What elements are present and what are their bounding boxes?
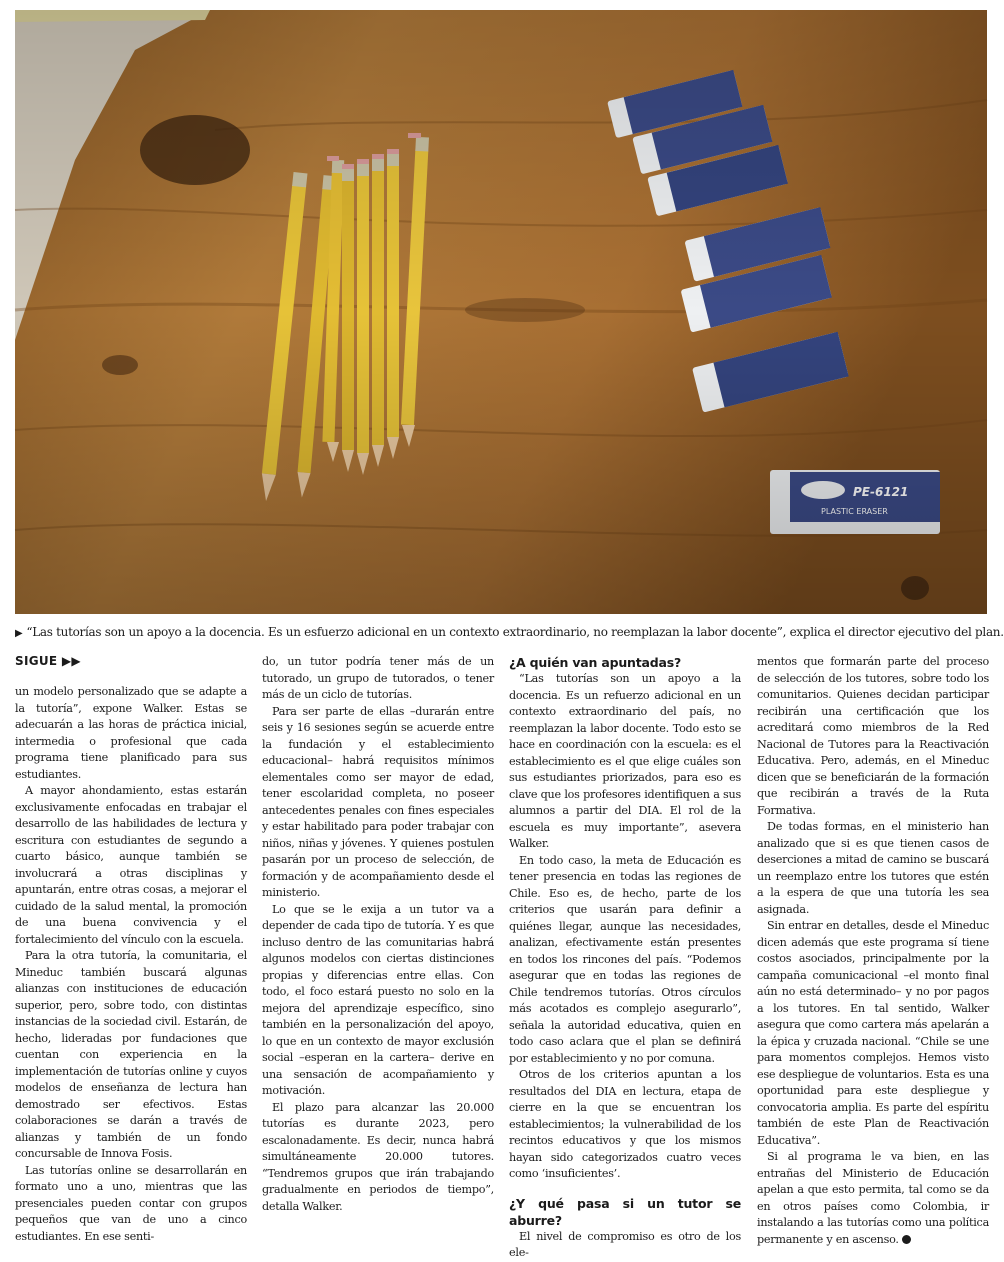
article-photo: [15, 10, 987, 614]
paragraph: Las tutorías online se desarrollarán en formato uno a uno, mientras que las presenciales pueden contar con grupos pequeños que van de uno a cinco estudiantes. En ese senti-: [15, 1163, 247, 1243]
paragraph: Lo que se le exija a un tutor va a depender de cada tipo de tutoría. Y es que incluso dentro de las comunitarias habrá algunos modelos con ciertas distinciones propias y diferencias entre ellas. Con todo, el foco estará puesto no solo en la mejora del aprendizaje específico, sino también en la personalización del apoyo, lo que en un contexto de mayor exclusión social –esperan en la cartera– derive en una sensación de acompañamiento y motivación.: [262, 902, 494, 1097]
paragraph: En todo caso, la meta de Educación es tener presencia en todas las regiones de Chile. Eso es, de hecho, parte de los criterios que usarán para definir a quiénes llegar, aunque las necesidades, analizan, efectivamente están presentes en todos los rincones del país. “Podemos asegurar que en todas las regiones de Chile tendremos tutorías. Otros círculos más acotados es complejo asegurarlo”, señala la autoridad educativa, quien en todo caso aclara que el plan se definirá por establecimiento y no por comuna.: [509, 853, 741, 1065]
end-of-article-icon: [902, 1235, 911, 1244]
article-column-4: [757, 654, 989, 1246]
paragraph: El nivel de compromiso es otro de los ele-: [509, 1229, 741, 1259]
paragraph: do, un tutor podría tener más de un tutorado, un grupo de tutorados, o tener más de un ciclo de tutorías.: [262, 655, 494, 701]
paragraph: “Las tutorías son un apoyo a la docencia. Es un refuerzo adicional en un contexto extraordinario del país, no reemplazan la labor docente. Todo esto se hace en coordinación con la escuela: es el establecimiento es el que elige cuáles son sus estudiantes priorizados, para eso es clave que los profesores identifiquen a sus alumnos a partir del DIA. El rol de la escuela es muy importante”, asevera Walker.: [509, 672, 741, 850]
section-heading: ¿A quién van apuntadas?: [509, 655, 682, 670]
article-column-1: [15, 684, 247, 1243]
paragraph: un modelo personalizado que se adapte a la tutoría”, expone Walker. Estas se adecuarán a las horas de práctica inicial, intermedia o profesional que cada programa tiene planificado para sus estudiantes.: [15, 685, 247, 781]
caption-text: “Las tutorías son un apoyo a la docencia. Es un esfuerzo adicional en un contexto extraordinario, no reemplazan la labor docente”, explica el director ejecutivo del plan.: [26, 625, 1004, 639]
paragraph: Para la otra tutoría, la comunitaria, el Mineduc también buscará algunas alianzas con instituciones de educación superior, pero, sobre todo, con distintas instancias de la sociedad civil. Estarán, de hecho, lideradas por fundaciones que cuentan con experiencia en la implementación de tutorías online y cuyos modelos de enseñanza de lectura han demostrado ser efectivos. Estas colaboraciones se darán a través de alianzas y también de un fondo concursable de Innova Fosis.: [15, 949, 247, 1160]
caption-arrow-icon: ▶: [15, 628, 23, 639]
article-column-3: [509, 654, 741, 1259]
paragraph: El plazo para alcanzar las 20.000 tutorías es durante 2023, pero escalonadamente. Es decir, nunca habrá simultáneamente 20.000 tutores. “Tendremos grupos que irán trabajando gradualmente en periodos de tiempo”, detalla Walker.: [262, 1100, 494, 1213]
paragraph: Sin entrar en detalles, desde el Mineduc dicen además que este programa sí tiene costos asociados, principalmente por la campaña comunicacional –el monto final aún no está determinado– y no por pagos a los tutores. En tal sentido, Walker asegura que como cartera más apelarán a la épica y cruzada nacional. “Chile se une para momentos complejos. Hemos visto ese despliegue de voluntarios. Esta es una oportunidad para este despliegue y convocatoria amplia. Es parte del espíritu también de este Plan de Reactivación Educativa”.: [757, 919, 989, 1147]
paragraph-text: Si al programa le va bien, en las entrañas del Ministerio de Educación apelan a que esto permita, tal como se da en otros países como Colombia, ir instalando a las tutorías como una política permanente y en ascenso.: [757, 1150, 989, 1246]
article-column-2: [262, 654, 494, 1213]
paragraph: A mayor ahondamiento, estas estarán exclusivamente enfocadas en trabajar el desarrollo de las habilidades de lectura y escritura con estudiantes de segundo a cuarto básico, aunque también se involucrará a otras disciplinas y apuntarán, entre otras cosas, a mejorar el cuidado de la salud mental, la promoción de una buena convivencia y el fortalecimiento del vínculo con la escuela.: [15, 784, 247, 946]
photo-caption: [15, 624, 1004, 642]
section-heading: ¿Y qué pasa si un tutor se aburre?: [509, 1195, 741, 1228]
paragraph-last: [757, 1149, 989, 1248]
paragraph: Otros de los criterios apuntan a los resultados del DIA en lectura, etapa de cierre en la que se encuentran los establecimientos; la vulnerabilidad de los recintos educativos y que los mismos hayan sido categorizados cuatro veces como ‘insuficientes’.: [509, 1068, 741, 1180]
paragraph: mentos que formarán parte del proceso de selección de los tutores, sobre todo los comunitarios. Quienes decidan participar recibirán una certificación que los acreditará como miembros de la Red Nacional de Tutores para la Reactivación Educativa. Pero, además, en el Mineduc dicen que se beneficiarán de la formación que recibirán a través de la Ruta Formativa.: [757, 655, 989, 817]
paragraph: De todas formas, en el ministerio han analizado que si es que tienen casos de deserciones a mitad de camino se buscará un reemplazo entre los tutores que estén a la espera de que una tutoría les sea asignada.: [757, 820, 989, 916]
paragraph: Para ser parte de ellas –durarán entre seis y 16 sesiones según se acuerde entre la fundación y el establecimiento educacional– habrá requisitos mínimos elementales como ser mayor de edad, tener escolaridad completa, no poseer antecedentes penales con fines especiales y estar habilitado para poder trabajar con niños, niñas y jóvenes. Y quienes postulen pasarán por un proceso de selección, de formación y de acompañamiento desde el ministerio.: [262, 704, 494, 899]
sigue-label: SIGUE ▶▶: [15, 654, 81, 668]
